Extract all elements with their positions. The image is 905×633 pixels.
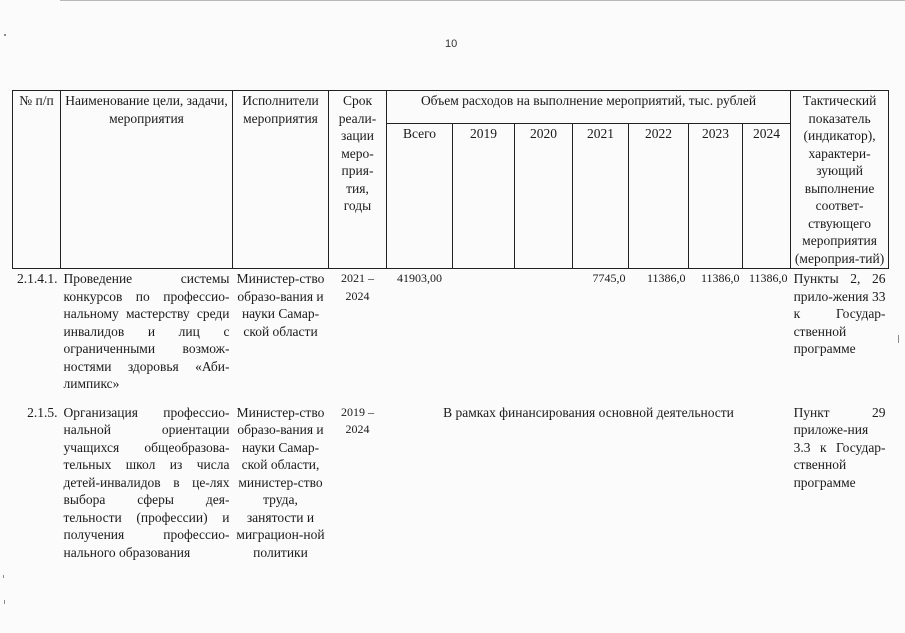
scan-edge-line xyxy=(60,0,905,1)
measure-term: 2019 – 2024 xyxy=(341,404,374,436)
header-year: 2020 xyxy=(515,124,573,269)
header-year: 2019 xyxy=(453,124,515,269)
measure-indicator: Пункты 2, 26 прило-жения 33 к Государ-ственной программе xyxy=(793,271,886,356)
header-term: Срок реали-зации меро-прия-тия, годы xyxy=(329,91,387,269)
measure-term: 2021 – 2024 xyxy=(341,271,374,303)
measures-table xyxy=(12,90,889,562)
header-year: 2023 xyxy=(689,124,743,269)
budget-2019 xyxy=(453,269,515,394)
header-row-1 xyxy=(13,91,889,124)
scan-speck xyxy=(4,34,6,36)
header-budget: Объем расходов на выполнение мероприятий, тыс. рублей xyxy=(387,91,791,124)
measure-name: Организация профессио-нальной ориентации учащихся общеобразова-тельных школ из числа детей-инвалидов в це-лях выбора сферы дея-тельности (профессии) и получения профессио-нального образования xyxy=(63,404,230,560)
row-number: 2.1.4.1. xyxy=(17,271,58,286)
header-year: 2021 xyxy=(573,124,629,269)
header-indicator: Тактический показатель (индикатор), характери-зующий выполнение соответ-ствующего мероприятия (мероприя-тий) xyxy=(791,91,889,269)
budget-2020 xyxy=(515,269,573,394)
header-executors: Исполнители мероприятия xyxy=(233,91,329,269)
scan-speck xyxy=(898,335,899,343)
budget-2024: 11386,0 xyxy=(749,271,788,285)
scan-speck xyxy=(4,600,5,604)
header-num: № п/п xyxy=(13,91,61,269)
header-name: Наименование цели, задачи, мероприятия xyxy=(61,91,233,269)
budget-2023: 11386,0 xyxy=(700,271,740,285)
scan-speck xyxy=(3,575,4,578)
budget-2022: 11386,0 xyxy=(646,271,686,285)
measure-indicator: Пункт 29 приложе-ния 3.3 к Государ-ственной программе xyxy=(793,404,886,490)
page-number: 10 xyxy=(445,38,458,50)
table-row xyxy=(13,269,889,394)
header-total: Всего xyxy=(387,124,453,269)
header-year: 2024 xyxy=(743,124,791,269)
table-row xyxy=(13,394,889,563)
header-year: 2022 xyxy=(629,124,689,269)
budget-total: 41903,00 xyxy=(397,271,442,285)
measure-executors: Министер-ство образо-вания и науки Самар-ской области, министер-ство труда, занятости и миграцион-ной политики xyxy=(236,404,325,560)
budget-note: В рамках финансирования основной деятельности xyxy=(443,404,734,420)
row-number: 2.1.5. xyxy=(27,404,58,420)
budget-2021: 7745,0 xyxy=(592,271,626,285)
measure-name: Проведение системы конкурсов по профессио-нальному мастерству среди инвалидов и лиц с ограниченными возмож-ностями здоровья «Аби-лимпикс» xyxy=(63,271,230,391)
measure-executors: Министер-ство образо-вания и науки Самар-ской области xyxy=(236,271,325,339)
